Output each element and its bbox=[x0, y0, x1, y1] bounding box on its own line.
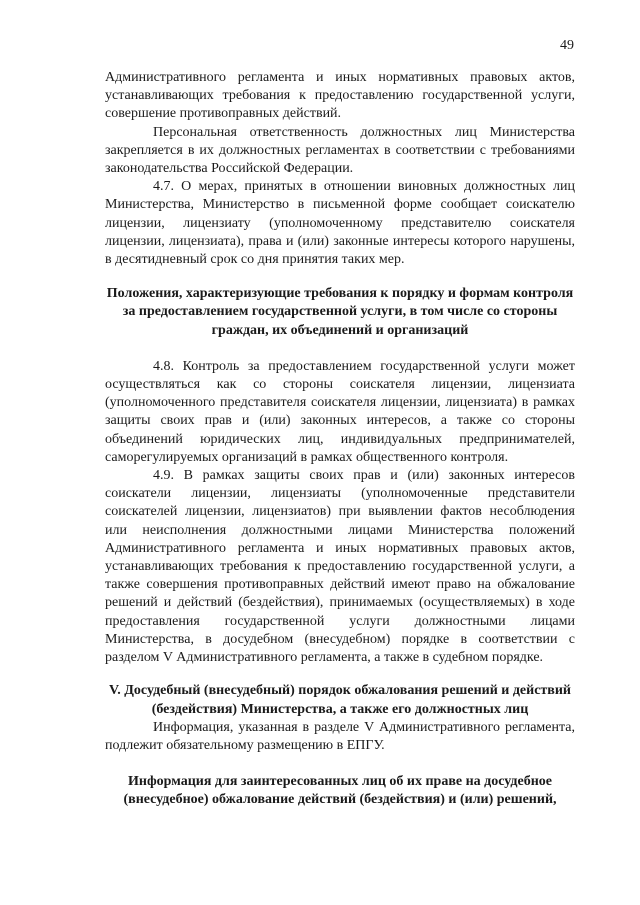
section-heading-control: Положения, характеризующие требования к порядку и формам контроля за предоставлением государственной услуги, в том числе со стороны граждан, их объединений и организаций bbox=[106, 286, 574, 338]
paragraph-4-7: 4.7. О мерах, принятых в отношении виновных должностных лиц Министерства, Министерство в письменной форме сообщает соискателю лицензии, лицензиату (уполномоченному представителю соискателя лицензии, лицензиата), права и (или) законные интересы которого нарушены, в десятидневный срок со дня принятия таких мер. bbox=[105, 179, 575, 268]
paragraph-personal-responsibility: Персональная ответственность должностных лиц Министерства закрепляется в их должностных регламентах в соответствии с требованиями законодательства Российской Федерации. bbox=[105, 124, 575, 177]
paragraph-continuation: Административного регламента и иных нормативных правовых актов, устанавливающих требования к предоставлению государственной услуги, совершение противоправных действий. bbox=[105, 70, 575, 122]
subsection-heading-appeal-info: Информация для заинтересованных лиц об их праве на досудебное (внесудебное) обжалование действий (бездействия) и (или) решений, bbox=[123, 774, 557, 808]
paragraph-4-9: 4.9. В рамках защиты своих прав и (или) законных интересов соискатели лицензии, лицензиаты (уполномоченные представители соискателей лицензии, лицензиатов) при выявлении фактов несоблюдения или неисполнения должностными лицами Министерства положений Административного регламента и иных нормативных правовых актов, устанавливающих требования к предоставлению государственной услуги, а также совершения противоправных действий имеют право на обжалование решений и действий (бездействия), принимаемых (осуществляемых) в ходе предоставления государственной услуги должностными лицами Министерства, в досудебном (внесудебном) порядке в соответствии с разделом V Административного регламента, а также в судебном порядке. bbox=[105, 468, 575, 666]
section-heading-v: V. Досудебный (внесудебный) порядок обжалования решений и действий (бездействия) Министерства, а также его должностных лиц bbox=[108, 683, 571, 717]
document-body bbox=[105, 69, 575, 810]
page-number: 49 bbox=[560, 38, 574, 53]
paragraph-4-8: 4.8. Контроль за предоставлением государственной услуги может осуществляться как со стороны соискателя лицензии, лицензиата (уполномоченного представителя соискателя лицензии, лицензиата) в рамках защиты своих прав и (или) законных интересов, а также со стороны объединений юридических лиц, индивидуальных предпринимателей, саморегулируемых организаций в рамках общественного контроля. bbox=[105, 358, 575, 465]
paragraph-epgu-info: Информация, указанная в разделе V Административного регламента, подлежит обязательному размещению в ЕПГУ. bbox=[105, 719, 575, 753]
